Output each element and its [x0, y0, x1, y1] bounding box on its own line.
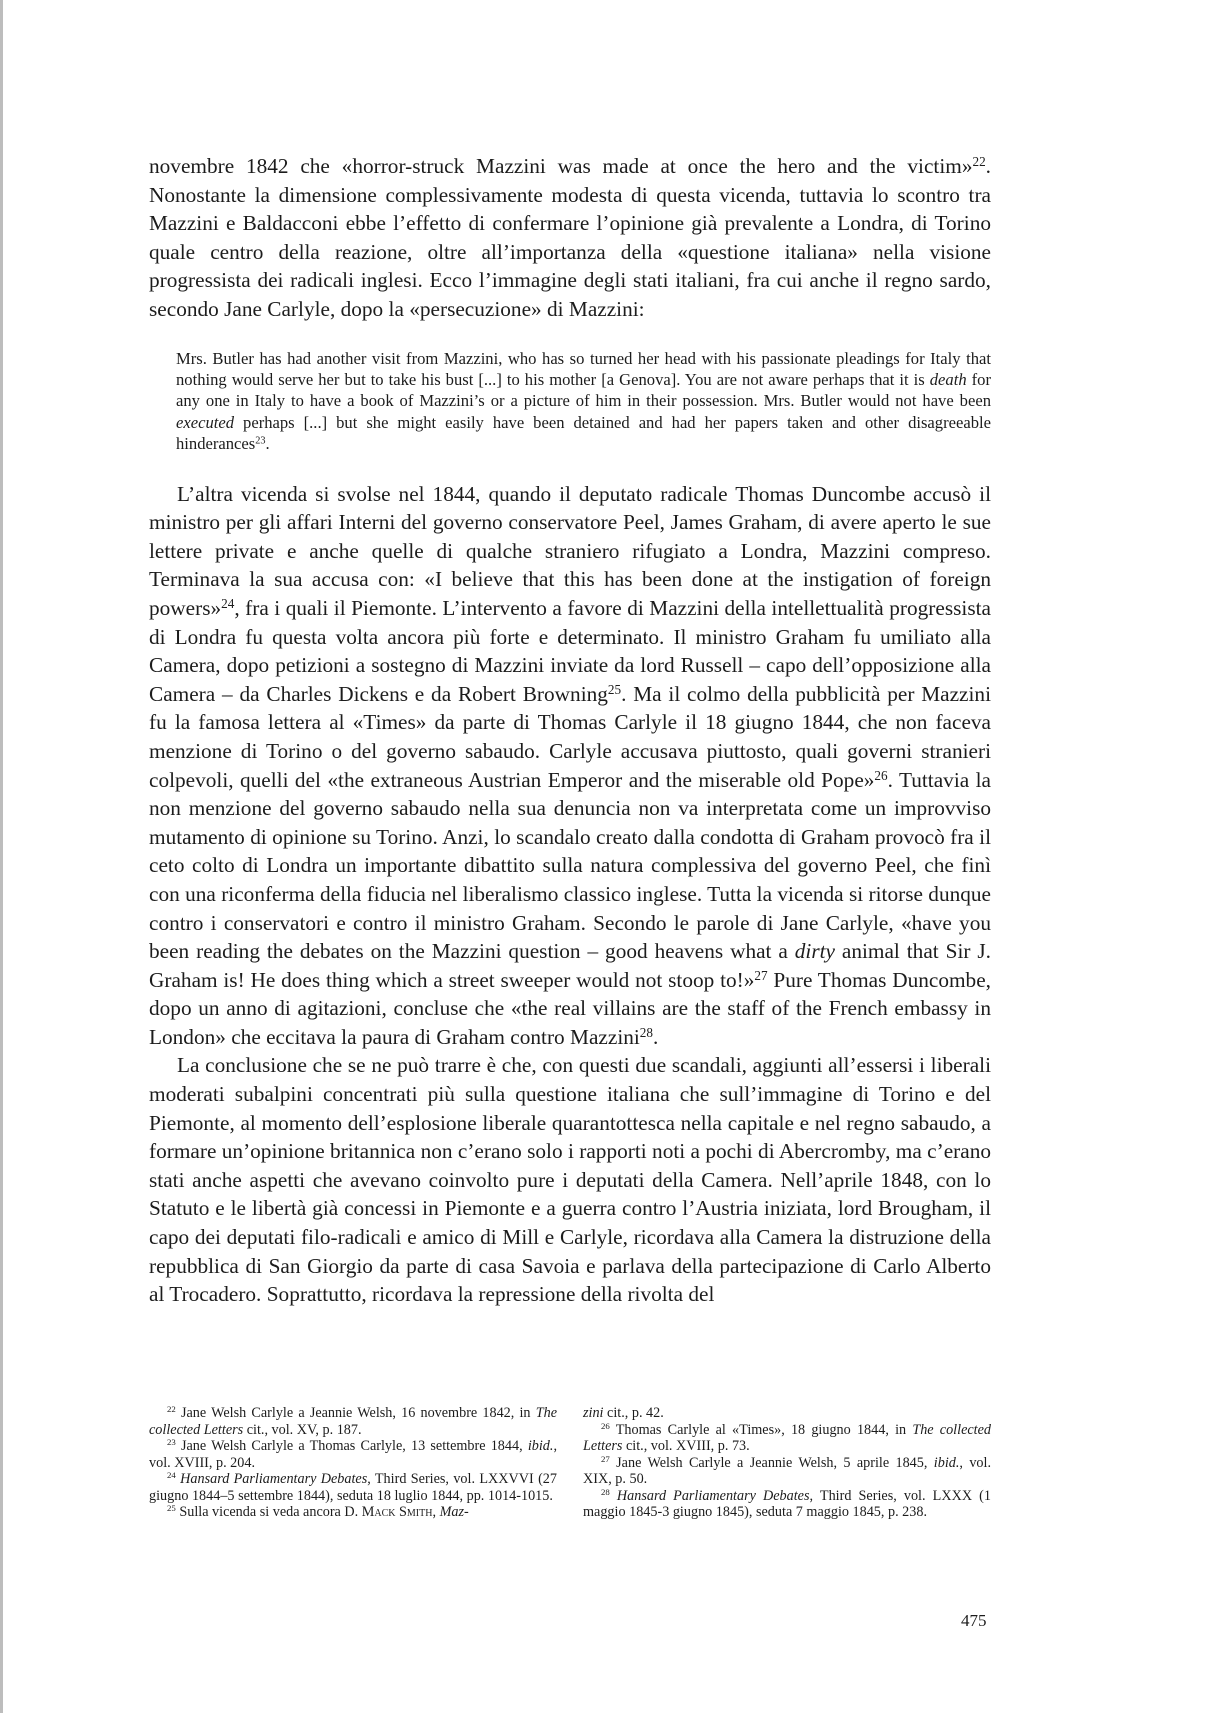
footnotes-right-column: [583, 1405, 991, 1521]
paragraph-3: La conclusione che se ne può trarre è che, con questi due scandali, aggiunti all’essersi i liberali moderati subalpini concentrati più sulla questione italiana che sull’immagine di Torino e del Piemonte, al momento dell’esplosione liberale quarantottesca nella capitale e nel regno sabaudo, a formare un’opinione britannica non c’erano solo i rapporti noti a pochi di Abercromby, ma c’erano stati anche aspetti che avevano coinvolto pure i deputati della Camera. Nell’aprile 1848, con lo Statuto e le libertà già concessi in Piemonte e a guerra contro l’Austria iniziata, lord Brougham, il capo dei deputati filo-radicali e amico di Mill e Carlyle, ricordava alla Camera la distruzione della repubblica di San Giorgio da parte di casa Savoia e parlava della partecipazione di Carlo Alberto al Trocadero. Soprattutto, ricordava la repressione della rivolta del: [149, 1053, 991, 1307]
footnote-ref-22: 22: [972, 153, 986, 169]
footnote-27: $^{27}$ Jane Welsh Carlyle a Jeannie Welsh, 5 aprile 1845, ibid., vol. XIX, p. 50.: [583, 1453, 991, 1487]
paragraph-1: novembre 1842 che «horror-struck Mazzini was made at once the hero and the victim»$^{22}$. Nonostante la dimensione complessivamente modesta di questa vicenda, tuttavia lo scontro tra Mazzini e Baldacconi ebbe l’effetto di confermare l’opinione già prevalente a Londra, di Torino quale centro della reazione, oltre all’importanza della «questione italiana» nella visione progressista dei radicali inglesi. Ecco l’immagine degli stati italiani, fra cui anche il regno sardo, secondo Jane Carlyle, dopo la «persecuzione» di Mazzini:: [149, 153, 991, 321]
footnote-ref-24: 24: [221, 595, 235, 611]
block-quote: Mrs. Butler has had another visit from Mazzini, who has so turned her head with his passionate pleadings for Italy that nothing would serve her but to take his bust [...] to his mother [a Genova]. You are not aware perhaps that it is death for any one in Italy to have a book of Mazzini’s or a picture of him in their possession. Mrs. Butler would not have been executed perhaps [...] but she might easily have been detained and had her papers taken and other disagreeable hinderances$^{23}$.: [176, 348, 991, 454]
main-text: [149, 152, 991, 1309]
page-edge-line: [0, 0, 3, 1713]
footnote-26: $^{26}$ Thomas Carlyle al «Times», 18 giugno 1844, in The collected Letters cit., vol. XVIII, p. 73.: [583, 1420, 991, 1454]
footnote-ref-26: 26: [874, 767, 888, 783]
footnote-25-continued: zini cit., p. 42.: [583, 1405, 664, 1421]
footnote-25: $^{25}$ Sulla vicenda si veda ancora D. Mack Smith, Maz-: [167, 1503, 469, 1520]
footnote-24: $^{24}$ Hansard Parliamentary Debates, Third Series, vol. LXXVVI (27 giugno 1844–5 settembre 1844), seduta 18 luglio 1844, pp. 1014-1015.: [149, 1470, 557, 1504]
footnote-22: $^{22}$ Jane Welsh Carlyle a Jeannie Welsh, 16 novembre 1842, in The collected Letters cit., vol. XV, p. 187.: [149, 1404, 557, 1438]
footnote-ref-27: 27: [754, 967, 768, 983]
footnote-23: $^{23}$ Jane Welsh Carlyle a Thomas Carlyle, 13 settembre 1844, ibid., vol. XVIII, p. 204.: [149, 1437, 557, 1471]
paragraph-2: L’altra vicenda si svolse nel 1844, quando il deputato radicale Thomas Duncombe accusò il ministro per gli affari Interni del governo conservatore Peel, James Graham, di avere aperto le sue lettere private e anche quelle di qualche straniero rifugiato a Londra, Mazzini compreso. Terminava la sua accusa con: «I believe that this has been done at the instigation of foreign powers»$^{24}$, fra i quali il Piemonte. L’intervento a favore di Mazzini della intellettualità progressista di Londra fu questa volta ancora più forte e determinato. Il ministro Graham fu umiliato alla Camera, dopo petizioni a sostegno di Mazzini inviate da lord Russell – capo dell’opposizione alla Camera – da Charles Dickens e da Robert Browning$^{25}$. Ma il colmo della pubblicità per Mazzini fu la famosa lettera al «Times» da parte di Thomas Carlyle il 18 giugno 1844, che non faceva menzione di Torino o del governo sabaudo. Carlyle accusava piuttosto, quali governi stranieri colpevoli, quelli del «the extraneous Austrian Emperor and the miserable old Pope»$^{26}$. Tuttavia la non menzione del governo sabaudo nella sua denuncia non va interpretata come un improvviso mutamento di opinione su Torino. Anzi, lo scandalo creato dalla condotta di Graham provocò fra il ceto colto di Londra un importante dibattito sulla natura complessiva del governo Peel, che finì con una riconferma della fiducia nel liberalismo classico inglese. Tutta la vicenda si ritorse dunque contro i conservatori e contro il ministro Graham. Secondo le parole di Jane Carlyle, «have you been reading the debates on the Mazzini question – good heavens what a dirty animal that Sir J. Graham is! He does thing which a street sweeper would not stoop to!»$^{27}$ Pure Thomas Duncombe, dopo un anno di agitazioni, concluse che «the real villains are the staff of the French embassy in London» che eccitava la paura di Graham contro Mazzini$^{28}$.: [149, 481, 991, 1049]
footnote-ref-28: 28: [639, 1024, 653, 1040]
footnote-ref-23: 23: [255, 435, 266, 447]
footnote-28: $^{28}$ Hansard Parliamentary Debates, Third Series, vol. LXXX (1 maggio 1845-3 giugno 1845), seduta 7 maggio 1845, p. 238.: [583, 1486, 991, 1520]
footnotes-left-column: [149, 1405, 557, 1521]
page-number: 475: [961, 1611, 987, 1630]
footnote-ref-25: 25: [607, 681, 622, 697]
